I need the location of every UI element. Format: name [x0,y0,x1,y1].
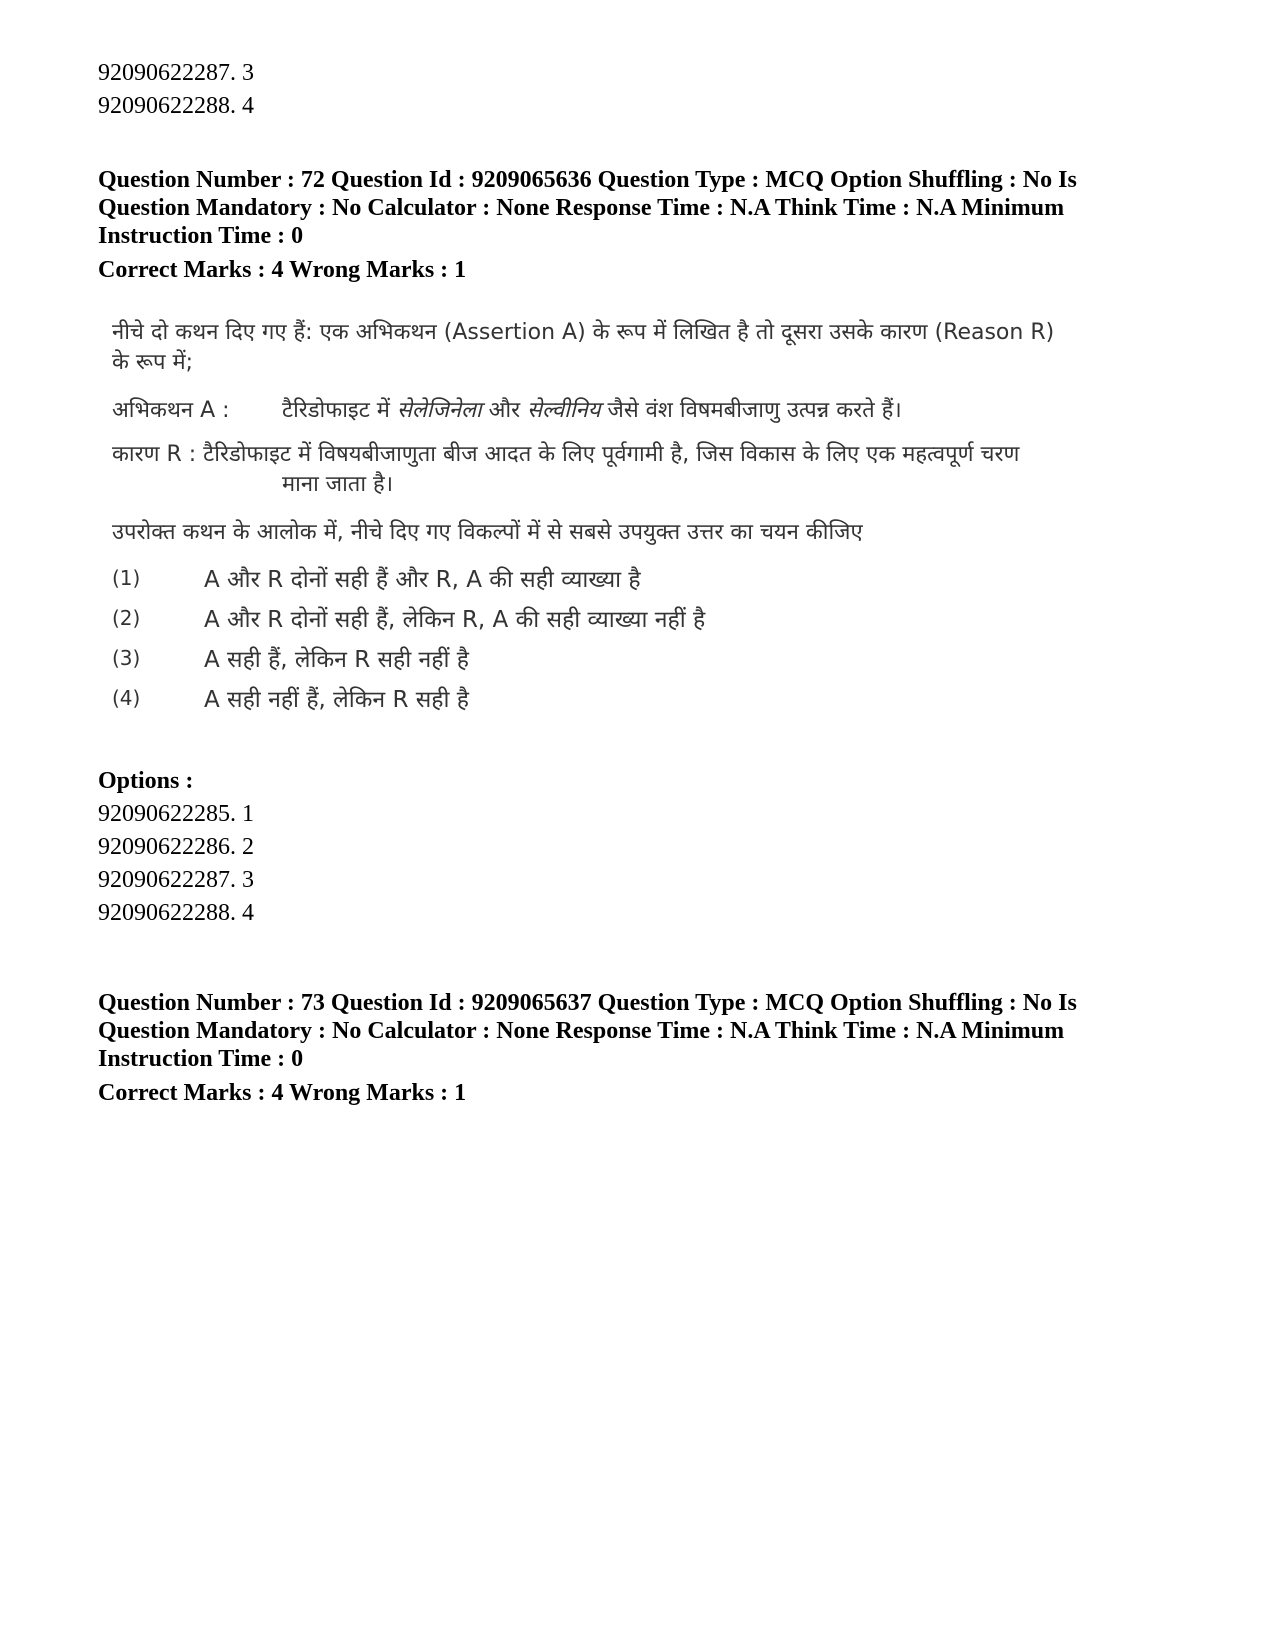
reason-line: कारण R : टैरिडोफाइट में विषयबीजाणुता बीज आदत के लिए पूर्वगामी है, जिस विकास के लिए एक महत्वपूर्ण चरण [112,442,1020,467]
assertion-text-part: और [481,398,528,423]
assertion-genus-2: सेल्वीनिय [527,398,601,423]
reason [112,440,1122,500]
question-intro [112,318,1122,378]
question-meta-line: Instruction Time : 0 [98,1046,304,1072]
previous-question-options [98,57,254,123]
choice-text: A और R दोनों सही हैं, लेकिन R, A की सही व्याख्या नहीं है [204,607,706,633]
question-marks: Correct Marks : 4 Wrong Marks : 1 [98,1080,467,1106]
choice-number: (2) [112,606,141,630]
question-marks: Correct Marks : 4 Wrong Marks : 1 [98,257,467,283]
reason-line: माना जाता है। [282,472,394,497]
choice-number: (4) [112,686,141,710]
choice-list [112,558,1122,718]
question-73-header [98,989,1077,1107]
intro-line: के रूप में; [112,350,194,375]
assertion-text-part: जैसे वंश विषमबीजाणु उत्पन्न करते हैं। [600,398,902,423]
choice-text: A सही हैं, लेकिन R सही नहीं है [204,647,469,673]
assertion-text-part: टैरिडोफाइट में [282,398,397,423]
option-line: 92090622286. 2 [98,834,254,860]
question-72-header [98,166,1077,284]
options-label: Options : [98,768,194,794]
assertion [112,396,1122,426]
question-meta-line: Question Number : 72 Question Id : 9209065636 Question Type : MCQ Option Shuffling : No Is [98,167,1077,193]
option-line: 92090622288. 4 [98,93,254,119]
choice-item [112,558,1122,598]
assertion-genus-1: सेलेजिनेला [396,398,482,423]
question-72-body [112,318,1122,718]
question-72-options [98,765,254,930]
intro-line: नीचे दो कथन दिए गए हैं: एक अभिकथन (Assertion A) के रूप में लिखित है तो दूसरा उसके कारण (Reason R) [112,320,1055,345]
option-line: 92090622287. 3 [98,867,254,893]
choice-item [112,598,1122,638]
assertion-label: अभिकथन A : [112,398,230,423]
question-meta-line: Instruction Time : 0 [98,223,304,249]
choice-text: A सही नहीं हैं, लेकिन R सही है [204,687,469,713]
choice-number: (1) [112,566,141,590]
assertion-text [282,396,902,426]
question-meta-line: Question Mandatory : No Calculator : None Response Time : N.A Think Time : N.A Minimum [98,195,1065,221]
choice-text: A और R दोनों सही हैं और R, A की सही व्याख्या है [204,567,641,593]
option-line: 92090622285. 1 [98,801,254,827]
option-line: 92090622288. 4 [98,900,254,926]
question-instruction: उपरोक्त कथन के आलोक में, नीचे दिए गए विकल्पों में से सबसे उपयुक्त उत्तर का चयन कीजिए [112,520,863,545]
choice-item [112,678,1122,718]
question-meta-line: Question Number : 73 Question Id : 9209065637 Question Type : MCQ Option Shuffling : No Is [98,990,1077,1016]
choice-number: (3) [112,646,141,670]
choice-item [112,638,1122,678]
question-meta-line: Question Mandatory : No Calculator : None Response Time : N.A Think Time : N.A Minimum [98,1018,1065,1044]
option-line: 92090622287. 3 [98,60,254,86]
